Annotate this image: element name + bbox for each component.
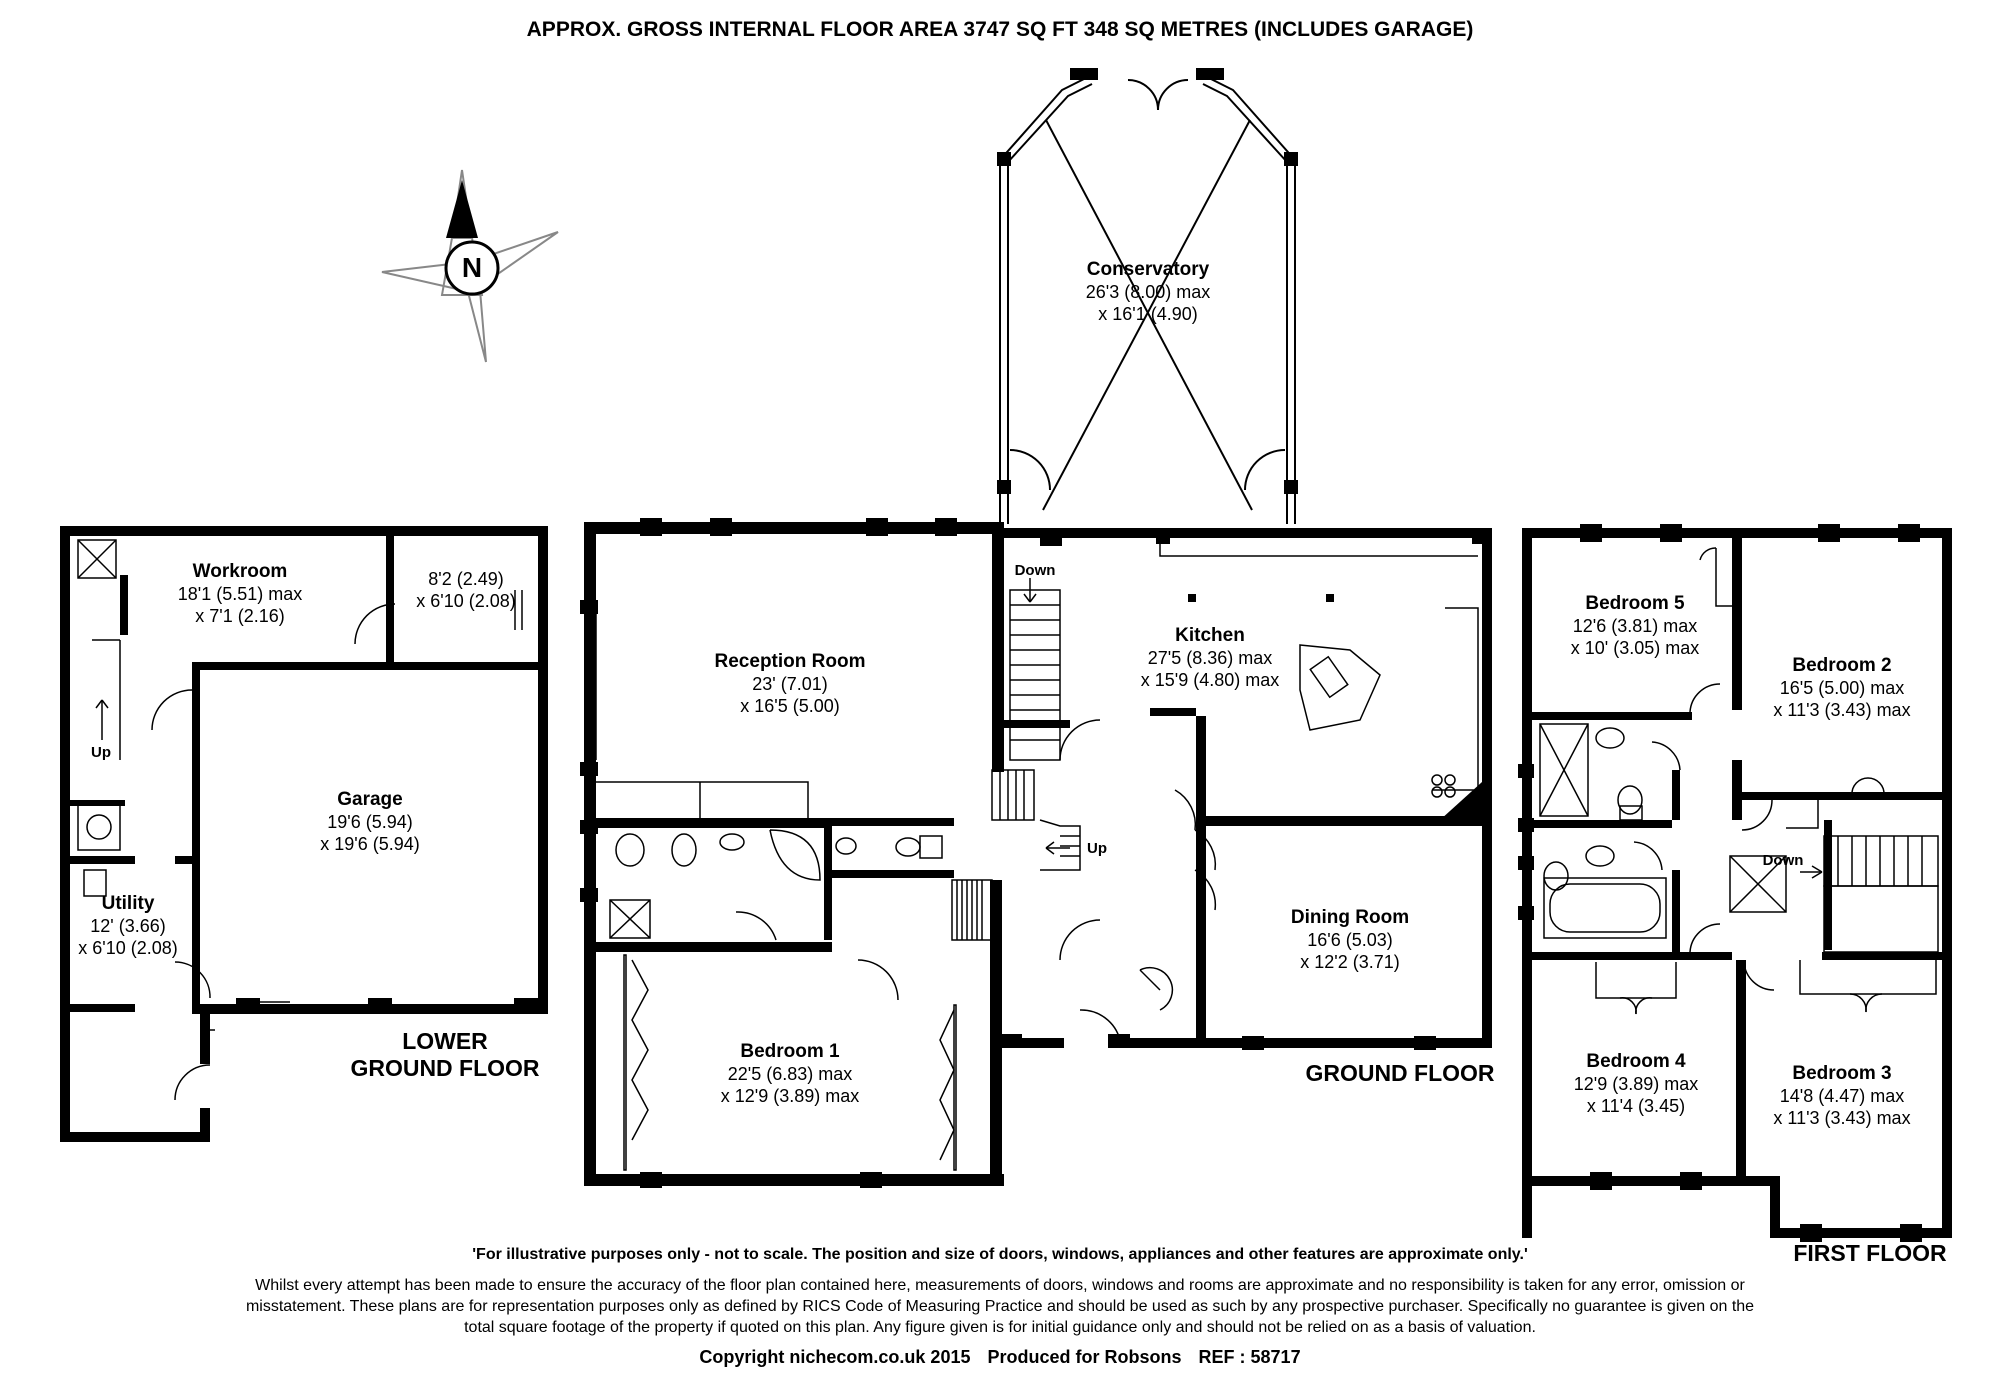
- room-dim: x 15'9 (4.80) max: [1140, 670, 1280, 690]
- floor-label-first: FIRST FLOOR: [1793, 1240, 1947, 1266]
- stair-label-up: Up: [91, 744, 111, 761]
- room-dim: 8'2 (2.49): [428, 569, 504, 589]
- room-dim: x 7'1 (2.16): [195, 606, 285, 626]
- footer: [0, 1347, 2000, 1368]
- room-utility: [68, 892, 188, 959]
- reference-text: REF : 58717: [1198, 1347, 1301, 1367]
- floor-label-ground: GROUND FLOOR: [1305, 1060, 1495, 1086]
- compass-label: N: [461, 252, 483, 283]
- room-bedroom-4: [1536, 1050, 1736, 1117]
- room-dim: 12'6 (3.81) max: [1572, 616, 1698, 636]
- room-reception: [670, 650, 910, 717]
- stair-label-down: Down: [1014, 562, 1056, 579]
- room-bedroom-3: [1744, 1062, 1940, 1129]
- room-bedroom-1: [680, 1040, 900, 1107]
- room-bedroom-2: [1744, 654, 1940, 721]
- room-name: Bedroom 3: [1792, 1063, 1892, 1084]
- room-dim: 27'5 (8.36) max: [1147, 648, 1273, 668]
- room-dim: 23' (7.01): [752, 674, 828, 694]
- room-kitchen: [1100, 624, 1320, 691]
- room-name: Dining Room: [1290, 907, 1410, 928]
- room-dining: [1250, 906, 1450, 973]
- room-dim: 16'5 (5.00) max: [1779, 678, 1905, 698]
- room-dim: 12' (3.66): [90, 916, 166, 936]
- room-dim: x 16'1 (4.90): [1098, 304, 1198, 324]
- room-dim: 26'3 (8.00) max: [1085, 282, 1211, 302]
- room-name: Bedroom 1: [740, 1041, 840, 1062]
- room-dim: 12'9 (3.89) max: [1573, 1074, 1699, 1094]
- room-workroom: [140, 560, 340, 627]
- floor-area-header: APPROX. GROSS INTERNAL FLOOR AREA 3747 SQ FT 348 SQ METRES (INCLUDES GARAGE): [526, 18, 1474, 41]
- room-dim: x 6'10 (2.08): [78, 938, 178, 958]
- room-name: Reception Room: [714, 651, 866, 672]
- room-name: Utility: [101, 893, 155, 914]
- stair-label-down: Down: [1762, 852, 1804, 869]
- room-name: Bedroom 2: [1792, 655, 1892, 676]
- room-name: Bedroom 5: [1585, 593, 1685, 614]
- room-dim: 16'6 (5.03): [1307, 930, 1393, 950]
- room-dim: x 11'3 (3.43) max: [1773, 700, 1911, 720]
- room-dim: x 11'4 (3.45): [1586, 1096, 1686, 1116]
- room-dim: 14'8 (4.47) max: [1779, 1086, 1905, 1106]
- room-name: Conservatory: [1086, 259, 1210, 280]
- room-dim: 19'6 (5.94): [327, 812, 413, 832]
- room-name: Garage: [337, 789, 403, 810]
- produced-for-text: Produced for Robsons: [987, 1347, 1182, 1367]
- room-name: Bedroom 4: [1586, 1051, 1686, 1072]
- room-dim: x 16'5 (5.00): [740, 696, 840, 716]
- floor-label-lower-ground: LOWER GROUND FLOOR: [350, 1028, 540, 1081]
- room-dim: x 12'2 (3.71): [1300, 952, 1400, 972]
- room-dim: 22'5 (6.83) max: [727, 1064, 853, 1084]
- room-dim: x 11'3 (3.43) max: [1773, 1108, 1911, 1128]
- room-conservatory: [1040, 258, 1256, 325]
- disclaimer-text: Whilst every attempt has been made to ensure the accuracy of the floor plan contained here, measurements of doors, windows and rooms are approximate and no responsibility is taken for any error, omission or misstatement. These plans are for representation purposes only as defined by RICS Code of Measuring Practice and should be used as such by any prospective purchaser. Specifically no guarantee is given on the total square footage of the property if quoted on this plan. Any figure given is for initial guidance only and should not be relied on as a basis of valuation.: [245, 1277, 1755, 1336]
- room-dim: x 19'6 (5.94): [320, 834, 420, 854]
- room-dim: x 12'9 (3.89) max: [720, 1086, 860, 1106]
- room-store: [392, 568, 540, 612]
- stair-label-up: Up: [1087, 840, 1107, 857]
- room-name: Workroom: [192, 561, 288, 582]
- copyright-text: Copyright nichecom.co.uk 2015: [699, 1347, 971, 1367]
- illustrative-notice: 'For illustrative purposes only - not to scale. The position and size of doors, windows, appliances and other features are approximate only.': [472, 1246, 1528, 1263]
- room-dim: 18'1 (5.51) max: [177, 584, 303, 604]
- room-dim: x 6'10 (2.08): [416, 591, 516, 611]
- room-garage: [270, 788, 470, 855]
- room-dim: x 10' (3.05) max: [1570, 638, 1700, 658]
- room-name: Kitchen: [1175, 625, 1245, 646]
- room-bedroom-5: [1540, 592, 1730, 659]
